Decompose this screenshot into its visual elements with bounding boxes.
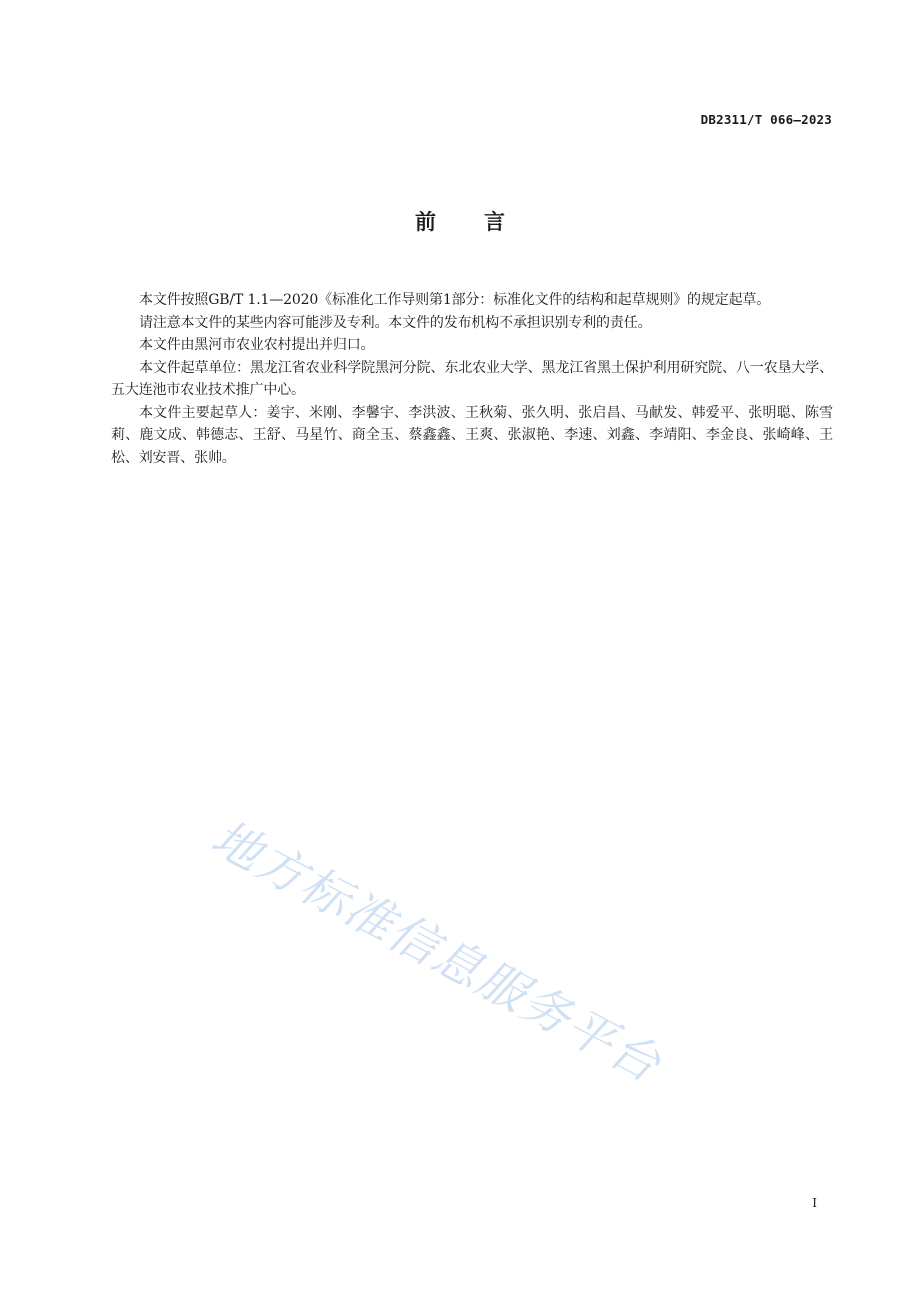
document-body [111,289,833,469]
paragraph-drafting-units: 本文件起草单位：黑龙江省农业科学院黑河分院、东北农业大学、黑龙江省黑土保护利用研究院、八一农垦大学、五大连池市农业技术推广中心。 [111,359,833,398]
page-title: 前言 [415,210,553,234]
paragraph-proposer: 本文件由黑河市农业农村提出并归口。 [139,337,375,353]
paragraph-drafters: 本文件主要起草人：姜宇、米刚、李馨宇、李洪波、王秋菊、张久明、张启昌、马献发、韩爱平、张明聪、陈雪莉、鹿文成、韩德志、王舒、马星竹、商全玉、蔡鑫鑫、王爽、张淑艳、李速、刘鑫、李靖阳、李金良、张崎峰、王松、刘安晋、张帅。 [111,404,833,466]
paragraph-patent-notice: 请注意本文件的某些内容可能涉及专利。本文件的发布机构不承担识别专利的责任。 [139,314,652,331]
watermark: 地方标准信息服务平台 [202,809,671,1094]
document-code: DB2311/T 066—2023 [700,112,832,127]
paragraph-drafting-rules: 本文件按照GB/T 1.1—2020《标准化工作导则第1部分：标准化文件的结构和起草规则》的规定起草。 [139,292,771,308]
page-number: I [812,1196,817,1210]
